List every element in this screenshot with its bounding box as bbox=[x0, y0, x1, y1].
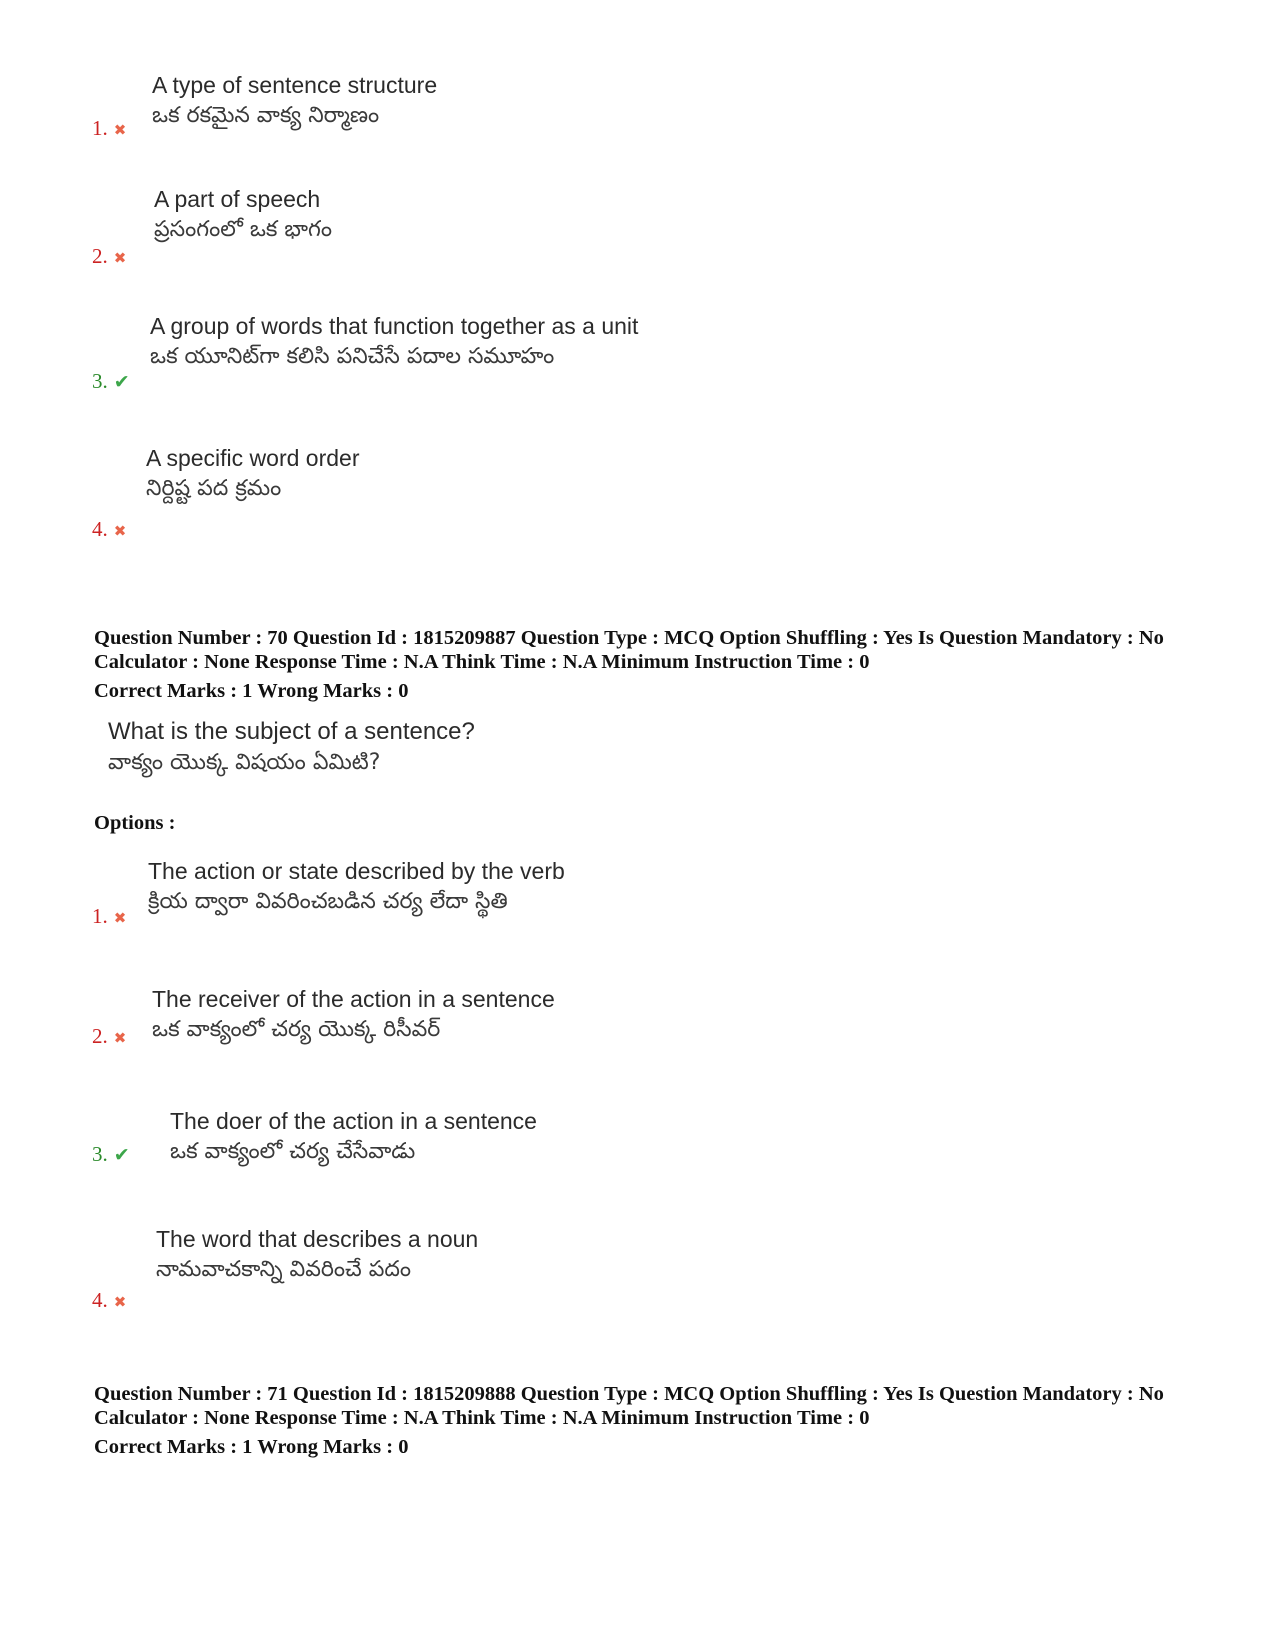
option-number: 3. ✔ bbox=[92, 1142, 130, 1166]
option-text-te: ప్రసంగంలో ఒక భాగం bbox=[154, 217, 332, 242]
option-text-te: నిర్దిష్ట పద క్రమం bbox=[146, 476, 282, 501]
cross-mark-icon: ✖ bbox=[113, 1293, 127, 1311]
option-text-en: The doer of the action in a sentence bbox=[170, 1108, 537, 1134]
option-text-en: The word that describes a noun bbox=[156, 1226, 479, 1252]
option-text-en: The action or state described by the verb bbox=[148, 858, 565, 884]
question-70-text bbox=[108, 717, 475, 779]
cross-mark-icon: ✖ bbox=[113, 522, 127, 540]
option-text-en: A part of speech bbox=[154, 186, 321, 212]
question-text-te: వాక్యం యొక్క విషయం ఏమిటి? bbox=[108, 750, 381, 775]
check-mark-icon: ✔ bbox=[113, 371, 130, 393]
option-number: 1. ✖ bbox=[92, 904, 127, 928]
question-71-meta: Question Number : 71 Question Id : 1815209888 Question Type : MCQ Option Shuffling : Yes Is Question Mandatory : No Calculator : None Response Time : N.A Think Time : N.A Minimum Instruction Time : 0 bbox=[94, 1383, 1164, 1429]
cross-mark-icon: ✖ bbox=[113, 121, 127, 139]
cross-mark-icon: ✖ bbox=[113, 909, 127, 927]
question-70-marks: Correct Marks : 1 Wrong Marks : 0 bbox=[94, 680, 409, 702]
option-text-en: The receiver of the action in a sentence bbox=[152, 986, 555, 1012]
option-number: 1. ✖ bbox=[92, 116, 127, 140]
option-text-te: ఒక వాక్యంలో చర్య యొక్క రిసీవర్ bbox=[152, 1017, 441, 1042]
option-number: 2. ✖ bbox=[92, 1024, 127, 1048]
check-mark-icon: ✔ bbox=[113, 1144, 130, 1166]
option-text-te: ఒక వాక్యంలో చర్య చేసేవాడు bbox=[170, 1139, 416, 1164]
option-number: 4. ✖ bbox=[92, 1288, 127, 1312]
option-text-en: A specific word order bbox=[146, 445, 360, 471]
option-text-te: క్రియ ద్వారా వివరించబడిన చర్య లేదా స్థితి bbox=[148, 889, 508, 914]
cross-mark-icon: ✖ bbox=[113, 1029, 127, 1047]
option-text-te: ఒక రకమైన వాక్య నిర్మాణం bbox=[152, 103, 380, 128]
option-text-te: నామవాచకాన్ని వివరించే పదం bbox=[156, 1257, 412, 1282]
options-label: Options : bbox=[94, 812, 176, 834]
option-number: 2. ✖ bbox=[92, 244, 127, 268]
question-70-meta: Question Number : 70 Question Id : 1815209887 Question Type : MCQ Option Shuffling : Yes Is Question Mandatory : No Calculator : None Response Time : N.A Think Time : N.A Minimum Instruction Time : 0 bbox=[94, 627, 1164, 673]
cross-mark-icon: ✖ bbox=[113, 249, 127, 267]
question-text-en: What is the subject of a sentence? bbox=[108, 718, 475, 745]
option-number: 3. ✔ bbox=[92, 369, 130, 393]
option-text-en: A type of sentence structure bbox=[152, 72, 438, 98]
option-text-te: ఒక యూనిట్‌గా కలిసి పనిచేసే పదాల సమూహం bbox=[150, 344, 555, 369]
option-text-en: A group of words that function together as a unit bbox=[150, 313, 639, 339]
option-number: 4. ✖ bbox=[92, 517, 127, 541]
question-71-marks: Correct Marks : 1 Wrong Marks : 0 bbox=[94, 1436, 409, 1458]
